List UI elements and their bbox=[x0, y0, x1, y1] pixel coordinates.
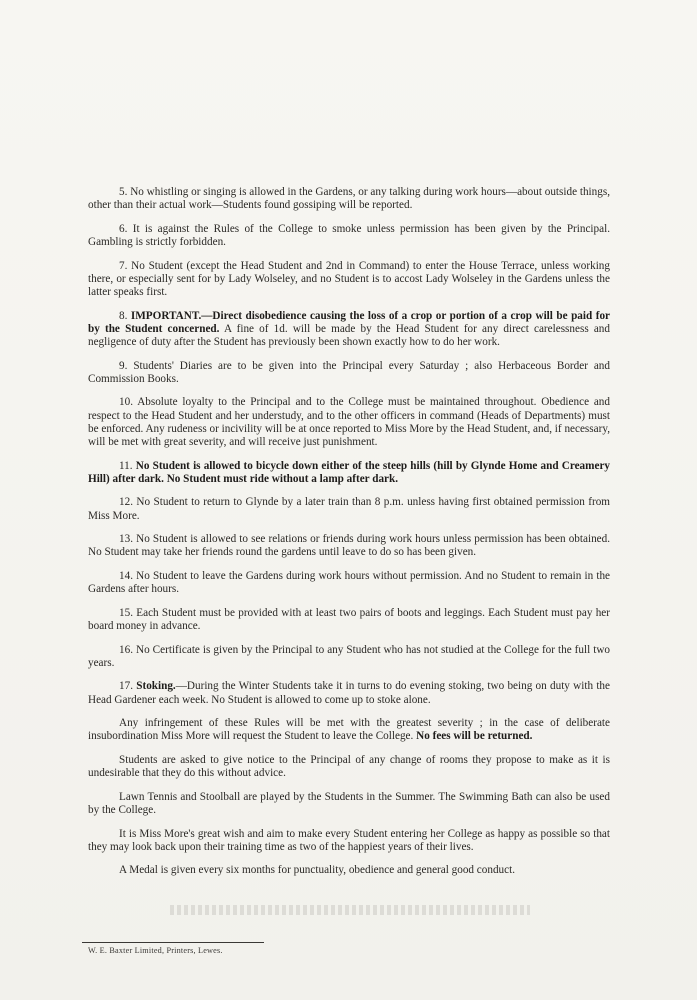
faded-text-line bbox=[170, 905, 530, 915]
rule-text: No Certificate is given by the Principal to any Student who has not studied at the College for the full two years. bbox=[88, 643, 610, 669]
rule-text: No whistling or singing is allowed in the Gardens, or any talking during work hours—about outside things, other than their actual work—Students found gossiping will be reported. bbox=[88, 186, 611, 212]
rule-number: 12. bbox=[119, 496, 137, 509]
rule-number: 15. bbox=[119, 606, 137, 619]
closing-text: Students are asked to give notice to the Principal of any change of rooms they propose to make as it is undesirable that they do this without advice. bbox=[88, 753, 610, 780]
rule-number: 11. bbox=[119, 459, 136, 472]
rule-text: Absolute loyalty to the Principal and to the College must be maintained throughout. Obedience and respect to the Head Student and her understudy, and to the other officers in command (Heads of Departments) must be enforced. Any rudeness or incivility will be at once reported to Miss More by the Head Student, and, if necessary, will be met with great severity, and will receive just punishment. bbox=[88, 396, 610, 448]
rule-8 bbox=[88, 310, 610, 350]
rule-number: 6. bbox=[119, 222, 133, 235]
rule-number: 5. bbox=[119, 186, 131, 198]
closing-text: A Medal is given every six months for punctuality, obedience and general good conduct. bbox=[119, 864, 516, 877]
closing-text: Lawn Tennis and Stoolball are played by the Students in the Summer. The Swimming Bath can also be used by the College. bbox=[88, 790, 610, 816]
rule-11 bbox=[88, 460, 610, 486]
rule-number: 8. bbox=[119, 309, 131, 322]
rule-number: 9. bbox=[119, 359, 134, 372]
rule-number: 16. bbox=[119, 643, 136, 656]
printer-imprint: W. E. Baxter Limited, Printers, Lewes. bbox=[88, 946, 223, 955]
rule-number: 13. bbox=[119, 533, 137, 546]
closing-text: It is Miss More's great wish and aim to make every Student entering her College as happy as possible so that they may look back upon their training time as two of the happiest years of their lives. bbox=[88, 827, 610, 853]
rule-14 bbox=[88, 570, 610, 596]
rule-17 bbox=[88, 680, 610, 706]
rule-text: No Student is allowed to see relations or friends during work hours unless permission has been obtained. No Student may take her friends round the gardens until leave to do so has been given. bbox=[88, 533, 611, 559]
rule-6 bbox=[88, 223, 610, 249]
closing-paragraph bbox=[88, 754, 610, 780]
rule-number: 14. bbox=[119, 569, 137, 582]
rule-16 bbox=[88, 644, 610, 670]
closing-paragraph bbox=[88, 864, 610, 877]
rule-10 bbox=[88, 396, 610, 449]
closing-paragraph bbox=[88, 828, 610, 854]
rule-text: It is against the Rules of the College to smoke unless permission has been given by the Principal. Gambling is strictly forbidden. bbox=[88, 222, 611, 248]
rule-text: Students' Diaries are to be given into the Principal every Saturday ; also Herbaceous Border and Commission Books. bbox=[88, 359, 610, 385]
rule-emphasis: Stoking. bbox=[136, 680, 176, 693]
rule-text: Each Student must be provided with at least two pairs of boots and leggings. Each Student must pay her board money in advance. bbox=[88, 606, 610, 632]
rule-7 bbox=[88, 260, 610, 300]
rule-12 bbox=[88, 496, 610, 522]
rule-text: No Student to return to Glynde by a later train than 8 p.m. unless having first obtained permission from Miss More. bbox=[88, 496, 610, 522]
rule-text: A fine of 1d. will be made by the Head Student for any direct carelessness and negligence of duty after the Student has previously been shown exactly how to do her work. bbox=[88, 322, 610, 348]
rule-number: 17. bbox=[119, 680, 137, 693]
closing-text: Any infringement of these Rules will be met with the greatest severity ; in the case of deliberate insubordination Miss More will request the Student to leave the College. bbox=[88, 717, 610, 743]
rule-emphasis: IMPORTANT.—Direct disobedience causing the loss of a crop or portion of a crop will be paid for by the Student concerned. bbox=[88, 309, 610, 335]
rule-5 bbox=[88, 186, 610, 212]
rule-9 bbox=[88, 360, 610, 386]
rule-13 bbox=[88, 533, 610, 559]
rule-text: No Student to leave the Gardens during work hours without permission. And no Student to remain in the Gardens after hours. bbox=[88, 569, 611, 596]
closing-paragraph bbox=[88, 791, 610, 817]
footer-divider bbox=[82, 942, 264, 943]
rules-list bbox=[88, 186, 610, 888]
rule-emphasis: No Student is allowed to bicycle down either of the steep hills (hill by Glynde Home and Creamery Hill) after dark. No Student must ride without a lamp after dark. bbox=[88, 459, 610, 485]
rule-text: No Student (except the Head Student and 2nd in Command) to enter the House Terrace, unless working there, or especially sent for by Lady Wolseley, and no Student is to accost Lady Wolseley in the Gardens unless the latter speaks first. bbox=[88, 259, 610, 298]
closing-paragraph bbox=[88, 717, 610, 743]
closing-emphasis: No fees will be returned. bbox=[413, 730, 533, 743]
rule-number: 10. bbox=[119, 396, 138, 409]
rule-number: 7. bbox=[119, 259, 132, 272]
rule-15 bbox=[88, 607, 610, 633]
rule-text: —During the Winter Students take it in turns to do evening stoking, two being on duty with the Head Gardener each week. No Student is allowed to come up to stoke alone. bbox=[88, 680, 610, 706]
